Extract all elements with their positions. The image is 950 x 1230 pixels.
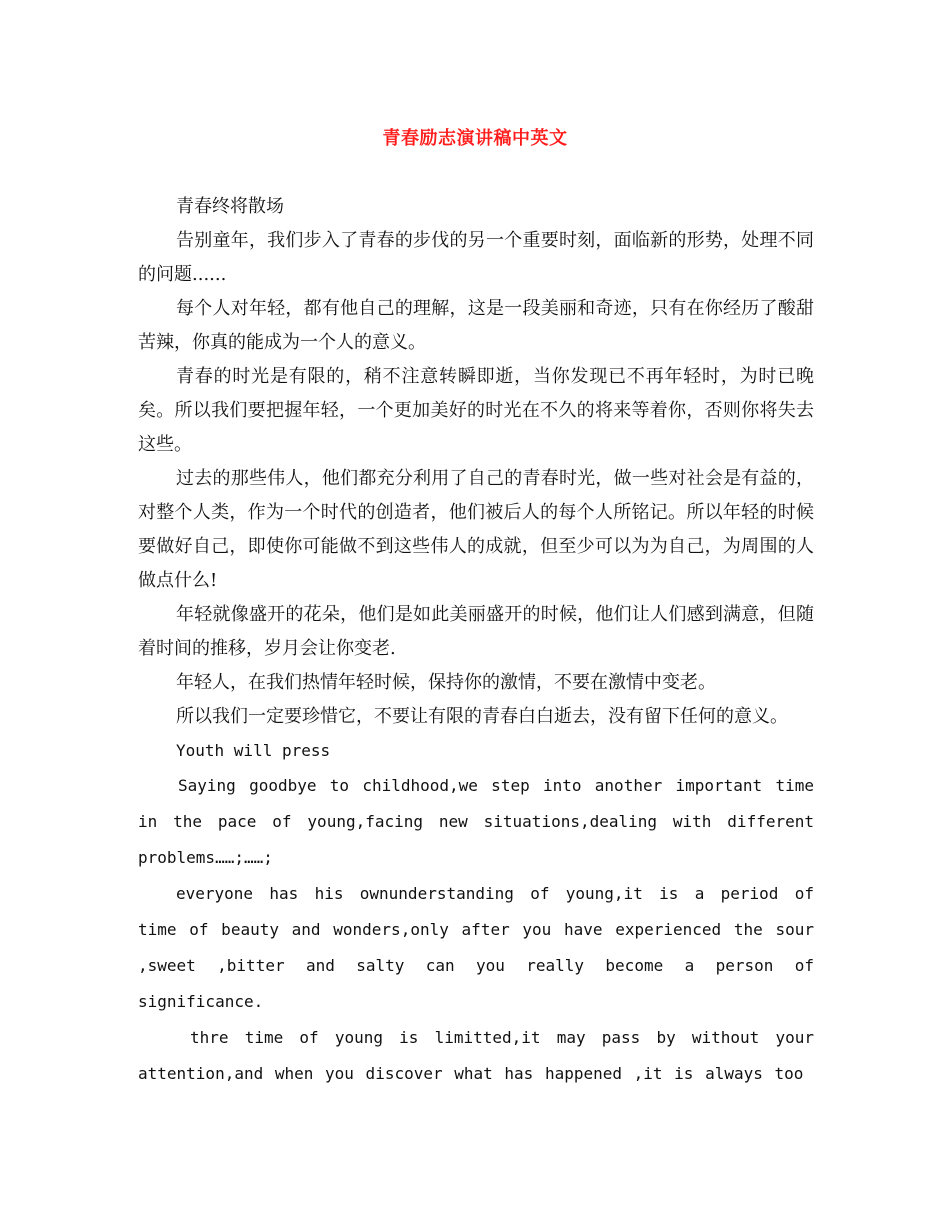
zh-paragraph: 告别童年，我们步入了青春的步伐的另一个重要时刻，面临新的形势，处理不同的问题......	[138, 230, 814, 285]
document-body	[138, 190, 814, 1092]
zh-paragraph: 年轻就像盛开的花朵，他们是如此美丽盛开的时候，他们让人们感到满意，但随着时间的推移，岁月会让你变老.	[138, 604, 814, 659]
en-paragraph: everyone has his ownunderstanding of young,it is a period of time of beauty and wonders,only after you have experienced the sour ,sweet ,bitter and salty can you really become a person of significance.	[138, 884, 814, 1011]
zh-paragraph: 所以我们一定要珍惜它，不要让有限的青春白白逝去，没有留下任何的意义。	[176, 706, 788, 727]
en-paragraph: thre time of young is limitted,it may pass by without your attention,and when you discover what has happened ,it is always too	[138, 1028, 814, 1083]
zh-paragraph: 年轻人，在我们热情年轻时候，保持你的激情，不要在激情中变老。	[176, 672, 716, 693]
zh-paragraph: 青春的时光是有限的，稍不注意转瞬即逝，当你发现已不再年轻时，为时已晚矣。所以我们要把握年轻，一个更加美好的时光在不久的将来等着你，否则你将失去这些。	[138, 366, 814, 455]
zh-paragraph-heading: 青春终将散场	[176, 196, 284, 217]
en-paragraph: Saying goodbye to childhood,we step into another important time in the pace of young,facing new situations,dealing with different problems……;……;	[138, 776, 814, 867]
en-heading: Youth will press	[176, 741, 331, 760]
document-title: 青春励志演讲稿中英文	[382, 128, 568, 149]
zh-paragraph: 过去的那些伟人，他们都充分利用了自己的青春时光，做一些对社会是有益的，对整个人类，作为一个时代的创造者，他们被后人的每个人所铭记。所以年轻的时候要做好自己，即使你可能做不到这些伟人的成就，但至少可以为为自己，为周围的人做点什么!	[138, 468, 814, 591]
zh-paragraph: 每个人对年轻，都有他自己的理解，这是一段美丽和奇迹，只有在你经历了酸甜苦辣，你真的能成为一个人的意义。	[138, 298, 814, 353]
